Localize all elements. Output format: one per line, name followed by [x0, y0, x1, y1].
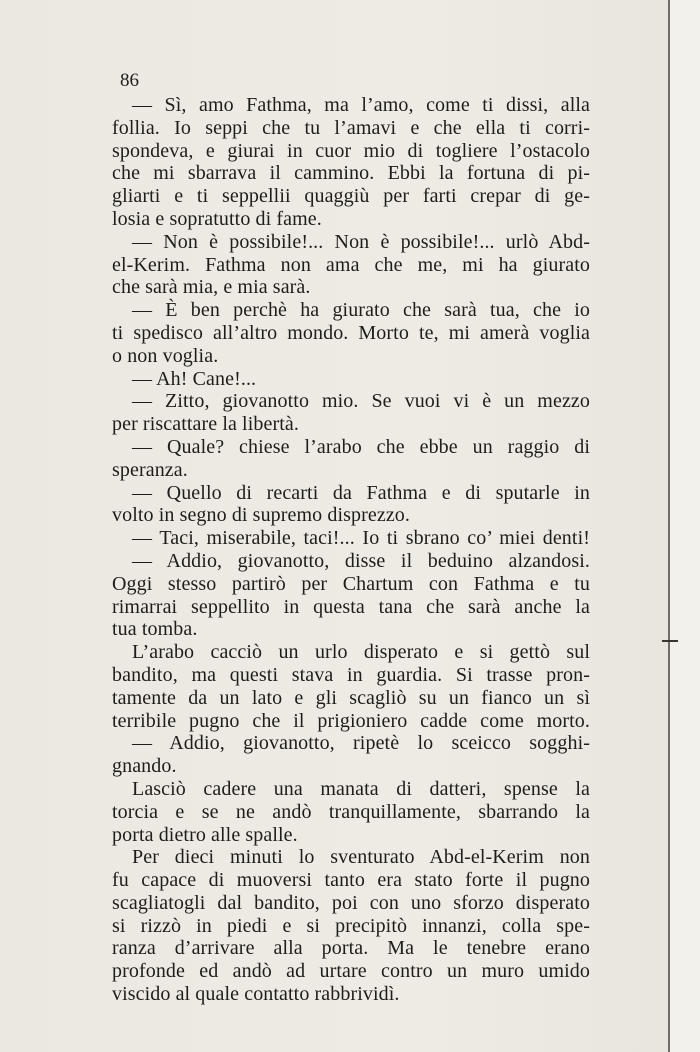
text-line: — Quello di recarti da Fathma e di sputarle in	[132, 481, 590, 504]
text-line: — Zitto, giovanotto mio. Se vuoi vi è un mezzo	[132, 390, 590, 413]
text-line: ti spedisco all’altro mondo. Morto te, mi amerà voglia	[112, 321, 590, 344]
body-text	[112, 94, 590, 1006]
page-edge-mark	[662, 640, 678, 642]
text-line: porta dietro alle spalle.	[112, 823, 298, 846]
text-line: speranza.	[112, 458, 188, 481]
text-line: profonde ed andò ad urtare contro un muro umido	[112, 960, 590, 983]
text-line: volto in segno di supremo disprezzo.	[112, 504, 410, 527]
text-line: tamente da un lato e gli scagliò su un fianco un sì	[112, 686, 590, 709]
text-line: spondeva, e giurai in cuor mio di togliere l’ostacolo	[112, 139, 590, 162]
text-line: — Ah! Cane!...	[132, 367, 257, 390]
text-line: scagliatogli dal bandito, poi con uno sforzo disperato	[112, 891, 590, 914]
text-line: — Taci, miserabile, taci!... Io ti sbrano co’ miei denti!	[132, 527, 590, 550]
text-line: el-Kerim. Fathma non ama che me, mi ha giurato	[112, 253, 590, 276]
text-line: torcia e se ne andò tranquillamente, sbarrando la	[112, 800, 590, 823]
text-line: — Addio, giovanotto, disse il beduino alzandosi.	[132, 549, 590, 572]
text-line: L’arabo cacciò un urlo disperato e si gettò sul	[132, 641, 590, 664]
text-line: — Non è possibile!... Non è possibile!... urlò Abd-	[132, 230, 590, 253]
text-line: — Sì, amo Fathma, ma l’amo, come ti dissi, alla	[132, 94, 590, 116]
text-line: gliarti e ti seppellii quaggiù per farti crepar di ge-	[112, 185, 590, 208]
text-line: gnando.	[112, 755, 177, 778]
text-line: o non voglia.	[112, 344, 219, 367]
page-number: 86	[120, 70, 139, 91]
text-line: che sarà mia, e mia sarà.	[112, 276, 311, 299]
text-line: — Addio, giovanotto, ripetè lo sceicco sogghi-	[132, 732, 590, 755]
text-line: bandito, ma questi stava in guardia. Si trasse pron-	[112, 663, 590, 686]
text-line: fu capace di muoversi tanto era stato forte il pugno	[112, 869, 590, 892]
text-line: — Quale? chiese l’arabo che ebbe un raggio di	[132, 435, 590, 458]
text-line: — È ben perchè ha giurato che sarà tua, che io	[132, 299, 590, 322]
text-line: Lasciò cadere una manata di datteri, spense la	[132, 777, 590, 800]
text-line: tua tomba.	[112, 618, 198, 641]
page-edge-strip	[670, 0, 700, 1052]
text-line: Oggi stesso partirò per Chartum con Fathma e tu	[112, 572, 590, 595]
text-line: che mi sbarrava il cammino. Ebbi la fortuna di pi-	[112, 162, 590, 185]
text-line: losia e sopratutto di fame.	[112, 207, 322, 230]
text-line: viscido al quale contatto rabbrividì.	[112, 983, 400, 1006]
text-line: si rizzò in piedi e si precipitò innanzi, colla spe-	[112, 914, 590, 937]
text-line: rimarrai seppellito in questa tana che sarà anche la	[112, 595, 590, 618]
text-line: per riscattare la libertà.	[112, 413, 299, 436]
text-line: Per dieci minuti lo sventurato Abd-el-Kerim non	[132, 846, 590, 869]
text-line: ranza d’arrivare alla porta. Ma le tenebre erano	[112, 937, 590, 960]
text-line: follia. Io seppi che tu l’amavi e che ella ti corri-	[112, 116, 590, 139]
text-line: terribile pugno che il prigioniero cadde come morto.	[112, 709, 590, 732]
